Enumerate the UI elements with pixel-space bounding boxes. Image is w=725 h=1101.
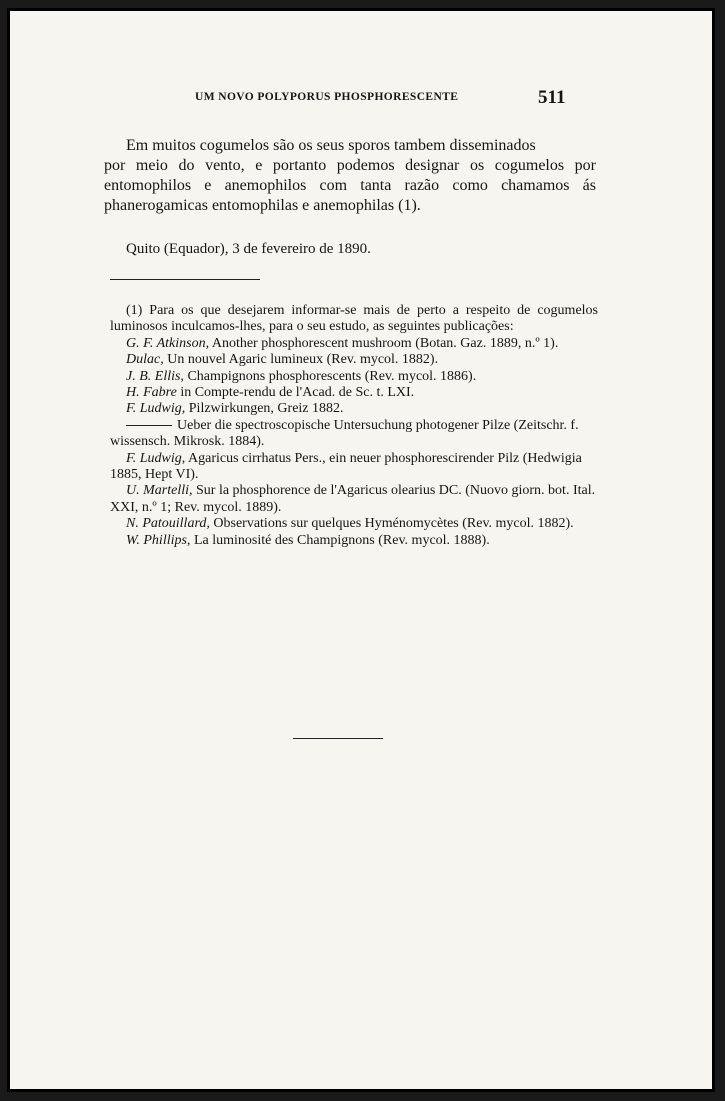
end-separator-rule	[293, 738, 383, 739]
place-date-line: Quito (Equador), 3 de fevereiro de 1890.	[126, 241, 371, 257]
reference-author: J. B. Ellis,	[126, 368, 184, 384]
reference-author: G. F. Atkinson,	[126, 335, 210, 351]
paragraph-first-line: Em muitos cogumelos são os seus sporos tambem disseminados	[126, 137, 536, 154]
page-number: 511	[538, 87, 566, 108]
running-title: UM NOVO POLYPORUS PHOSPHORESCENTE	[195, 91, 459, 103]
book-page	[7, 8, 715, 1092]
footnote-separator-rule	[110, 279, 260, 280]
reference-author: F. Ludwig,	[126, 450, 186, 466]
body-paragraph	[104, 136, 596, 216]
reference-item	[110, 336, 598, 352]
reference-item	[110, 516, 598, 532]
reference-text: Ueber die spectroscopische Untersuchung photogener Pilze (Zeitschr. f. wissensch. Mikrosk. 1884).	[110, 417, 579, 450]
reference-text: La luminosité des Champignons (Rev. mycol. 1888).	[190, 532, 490, 548]
reference-author: H. Fabre	[126, 385, 177, 401]
reference-item	[110, 385, 598, 401]
reference-item	[110, 369, 598, 385]
reference-item	[110, 483, 598, 516]
footnote-block	[110, 303, 598, 549]
reference-item	[110, 418, 598, 451]
ditto-dash	[126, 425, 172, 426]
reference-item	[110, 401, 598, 417]
reference-text: Sur la phosphorence de l'Agaricus olearius DC. (Nuovo giorn. bot. Ital. XXI, n.º 1; Rev. mycol. 1889).	[110, 483, 596, 515]
paragraph-continuation: por meio do vento, e portanto podemos designar os cogumelos por entomophilos e anemophilos com tanta razão como chamamos ás phanerogamicas entomophilas e anemophilas (1).	[104, 157, 596, 214]
reference-text: Another phosphorescent mushroom (Botan. Gaz. 1889, n.º 1).	[209, 335, 559, 351]
reference-author: F. Ludwig,	[126, 401, 186, 417]
reference-text: Champignons phosphorescents (Rev. mycol. 1886).	[183, 368, 477, 384]
reference-item	[110, 533, 598, 549]
reference-item	[110, 451, 598, 484]
reference-item	[110, 352, 598, 368]
reference-text: in Compte-rendu de l'Acad. de Sc. t. LXI.	[176, 385, 415, 401]
reference-author: U. Martelli,	[126, 483, 193, 499]
reference-text: Pilzwirkungen, Greiz 1882.	[185, 401, 344, 417]
reference-text: Un nouvel Agaric lumineux (Rev. mycol. 1882).	[163, 352, 439, 368]
reference-text: Agaricus cirrhatus Pers., ein neuer phosphorescirender Pilz (Hedwigia 1885, Hept VI).	[110, 450, 582, 483]
reference-text: Observations sur quelques Hyménomycètes (Rev. mycol. 1882).	[209, 516, 574, 532]
reference-author: N. Patouillard,	[126, 516, 210, 532]
footnote-intro: (1) Para os que desejarem informar-se mais de perto a respeito de cogumelos luminosos inculcamos-lhes, para o seu estudo, as seguintes publicações:	[110, 303, 598, 335]
reference-author: Dulac,	[126, 352, 164, 368]
reference-author: W. Phillips,	[126, 532, 191, 548]
